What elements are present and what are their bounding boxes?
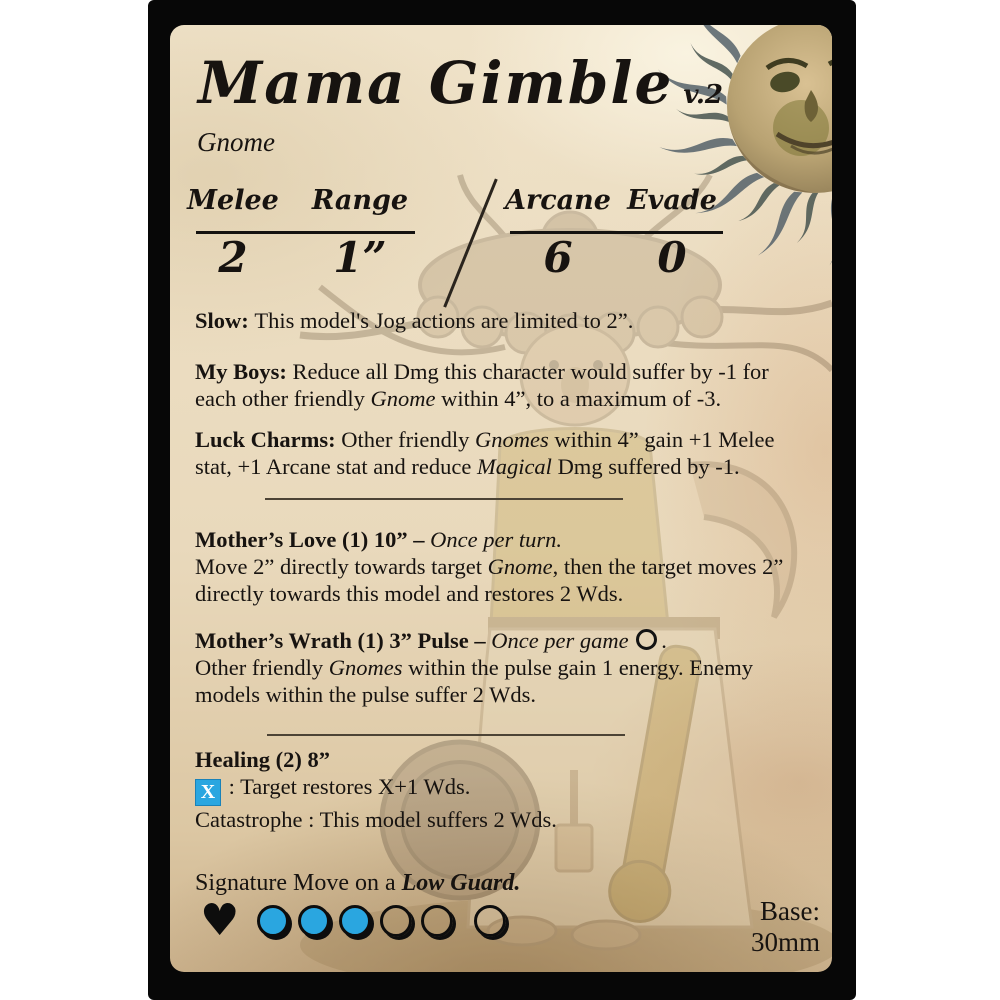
x-trigger-badge: X [195,779,221,806]
energy-circle-filled-icon [298,905,330,937]
character-card [170,25,832,972]
base-size [751,896,820,958]
ability-mothers-wrath: Mother’s Wrath (1) 3” Pulse – Once per game . Other friendly Gnomes within the pulse gain 1 energy. Enemy models within the pulse suffer 2 Wds. [195,628,754,707]
card-title-text: Mama Gimble [198,49,674,117]
ability-mothers-love: Mother’s Love (1) 10” – Once per turn. Move 2” directly towards target Gnome, then the target moves 2” directly towards this model and restores 2 Wds. [195,527,784,606]
ability-slow: Slow: This model's Jog actions are limited to 2”. [195,308,634,333]
rules-text [195,307,815,897]
attack-healing: Healing (2) 8” X : Target restores X+1 Wds. Catastrophe : This model suffers 2 Wds. [195,747,557,832]
base-value: 30mm [750,927,820,957]
stat-label-melee: Melee [187,185,279,216]
stat-value-range: 1” [333,233,387,282]
card-title [198,49,723,117]
section-divider [267,734,625,736]
card-subtitle: Gnome [197,127,275,157]
heart-icon: ♥ [200,895,240,946]
signature-move: Signature Move on a Low Guard. [195,870,521,896]
ability-luck-charms: Luck Charms: Other friendly Gnomes within 4” gain +1 Melee stat, +1 Arcane stat and reduce Magical Dmg suffered by -1. [195,427,775,479]
section-divider [265,498,623,500]
wound-track [200,895,515,946]
energy-circle-empty-icon [380,905,412,937]
energy-track [257,905,515,937]
ability-my-boys: My Boys: Reduce all Dmg this character would suffer by -1 for each other friendly Gnome within 4”, to a maximum of -3. [195,359,769,411]
stat-value-melee: 2 [218,233,248,282]
energy-circle-filled-icon [339,905,371,937]
base-label: Base: [760,896,820,926]
energy-circle-filled-icon [257,905,289,937]
stat-label-range: Range [311,185,409,216]
stat-label-arcane: Arcane [505,185,611,216]
energy-circle-empty-icon [474,905,506,937]
stat-label-evade: Evade [627,185,717,216]
card-black-frame [148,0,856,1000]
energy-circle-empty-icon [421,905,453,937]
once-per-game-circle-icon [636,629,657,650]
stat-value-arcane: 6 [543,233,573,282]
stat-value-evade: 0 [657,233,687,282]
card-version: v.2 [683,80,723,110]
